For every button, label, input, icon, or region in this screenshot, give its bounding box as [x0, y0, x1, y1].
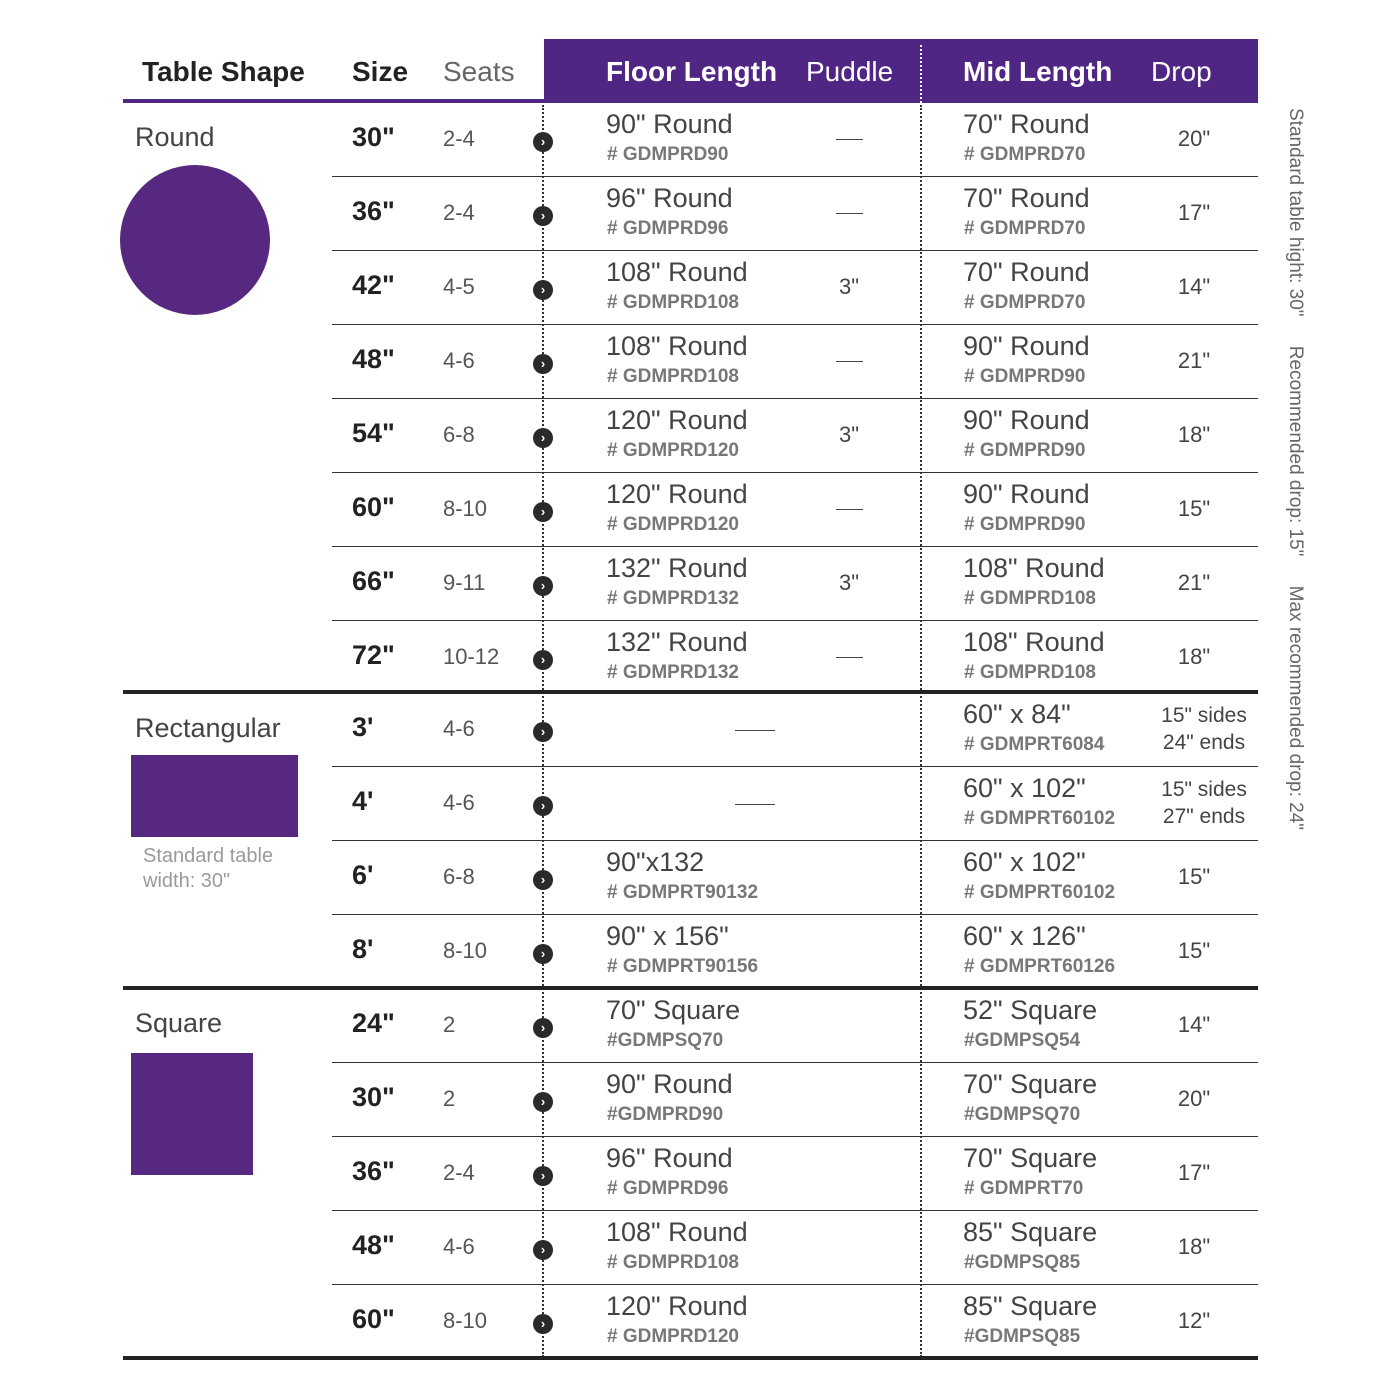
row-divider	[332, 840, 1258, 841]
row-divider	[332, 250, 1258, 251]
mid-length-code: # GDMPRD70	[964, 292, 1086, 313]
row-size: 4'	[352, 786, 374, 816]
floor-length-size: 90"x132	[606, 847, 705, 877]
row-arrow-icon[interactable]: ›	[533, 870, 553, 890]
floor-length-code: #GDMPRD90	[607, 1104, 724, 1125]
mid-length-code: #GDMPSQ70	[964, 1104, 1081, 1125]
row-arrow-icon[interactable]: ›	[533, 722, 553, 742]
mid-length-code: # GDMPRT60126	[964, 956, 1116, 977]
rectangular-note	[143, 844, 273, 894]
header-drop: Drop	[1151, 56, 1212, 87]
puddle-value: 3"	[838, 570, 860, 595]
row-arrow-icon[interactable]: ›	[533, 206, 553, 226]
mid-length-code: #GDMPSQ85	[964, 1326, 1081, 1347]
mid-length-code: # GDMPRT60102	[964, 808, 1116, 829]
puddle-none	[836, 361, 863, 362]
floor-length-code: # GDMPRD132	[607, 588, 739, 609]
row-divider	[332, 1284, 1258, 1285]
row-divider	[332, 546, 1258, 547]
drop-value: 21"	[1177, 570, 1211, 595]
mid-length-code: # GDMPRD70	[964, 218, 1086, 239]
row-arrow-icon[interactable]: ›	[533, 1092, 553, 1112]
mid-length-size: 85" Square	[963, 1217, 1098, 1247]
mid-length-code: # GDMPRD90	[964, 440, 1086, 461]
mid-length-size: 108" Round	[963, 627, 1105, 657]
drop-value: 15"	[1177, 496, 1211, 521]
floor-length-none	[735, 804, 775, 805]
mid-length-size: 60" x 84"	[963, 699, 1071, 729]
row-arrow-icon[interactable]: ›	[533, 1166, 553, 1186]
mid-length-code: # GDMPRD108	[964, 588, 1096, 609]
row-arrow-icon[interactable]: ›	[533, 280, 553, 300]
row-seats: 4-6	[443, 716, 475, 741]
drop-value: 15"	[1177, 864, 1211, 889]
floor-length-code: # GDMPRD108	[607, 292, 739, 313]
mid-length-size: 70" Round	[963, 109, 1090, 139]
row-arrow-icon[interactable]: ›	[533, 576, 553, 596]
floor-length-size: 96" Round	[606, 1143, 733, 1173]
row-seats: 6-8	[443, 422, 475, 447]
row-size: 48"	[352, 1230, 395, 1260]
row-divider	[332, 914, 1258, 915]
row-divider	[332, 1062, 1258, 1063]
drop-value: 15" sides	[1161, 778, 1247, 801]
row-seats: 4-6	[443, 790, 475, 815]
section-divider	[123, 1356, 1258, 1360]
row-size: 48"	[352, 344, 395, 374]
floor-length-size: 120" Round	[606, 405, 748, 435]
puddle-value: 3"	[838, 422, 860, 447]
drop-value: 17"	[1177, 1160, 1211, 1185]
row-divider	[332, 472, 1258, 473]
header-floor-length: Floor Length	[606, 56, 778, 87]
floor-length-code: # GDMPRD90	[607, 144, 729, 165]
floor-length-code: # GDMPRD96	[607, 1178, 729, 1199]
mid-length-code: # GDMPRD90	[964, 366, 1086, 387]
row-arrow-icon[interactable]: ›	[533, 1018, 553, 1038]
drop-value: 18"	[1177, 422, 1211, 447]
shape-label-rectangular: Rectangular	[135, 713, 281, 743]
puddle-none	[836, 139, 863, 140]
rectangular-note-line2: width: 30"	[143, 870, 231, 892]
drop-value: 14"	[1177, 274, 1211, 299]
row-size: 72"	[352, 640, 395, 670]
row-size: 36"	[352, 196, 395, 226]
puddle-none	[836, 657, 863, 658]
row-size: 6'	[352, 860, 374, 890]
floor-length-size: 90" Round	[606, 109, 733, 139]
row-divider	[332, 1136, 1258, 1137]
row-seats: 2-4	[443, 1160, 475, 1185]
floor-length-size: 108" Round	[606, 331, 748, 361]
drop-value: 18"	[1177, 1234, 1211, 1259]
row-seats: 2-4	[443, 126, 475, 151]
mid-length-code: #GDMPSQ85	[964, 1252, 1081, 1273]
drop-value-2: 27" ends	[1162, 805, 1246, 828]
drop-value: 17"	[1177, 200, 1211, 225]
column-divider-right	[920, 105, 922, 1357]
floor-length-size: 108" Round	[606, 257, 748, 287]
row-divider	[332, 766, 1258, 767]
floor-length-code: # GDMPRT90156	[607, 956, 759, 977]
floor-length-code: #GDMPSQ70	[607, 1030, 724, 1051]
row-arrow-icon[interactable]: ›	[533, 1314, 553, 1334]
mid-length-size: 60" x 102"	[963, 773, 1086, 803]
floor-length-code: # GDMPRD120	[607, 1326, 739, 1347]
row-arrow-icon[interactable]: ›	[533, 502, 553, 522]
row-arrow-icon[interactable]: ›	[533, 944, 553, 964]
mid-length-size: 108" Round	[963, 553, 1105, 583]
rectangular-note-line1: Standard table	[143, 845, 274, 867]
row-seats: 9-11	[443, 570, 486, 595]
row-seats: 8-10	[443, 496, 488, 521]
header-size: Size	[352, 56, 409, 87]
puddle-none	[836, 509, 863, 510]
mid-length-size: 70" Round	[963, 183, 1090, 213]
section-divider	[123, 986, 1258, 990]
mid-length-code: # GDMPRD70	[964, 144, 1086, 165]
mid-length-code: # GDMPRT6084	[964, 734, 1105, 755]
mid-length-code: #GDMPSQ54	[964, 1030, 1081, 1051]
drop-value: 21"	[1177, 348, 1211, 373]
puddle-value: 3"	[838, 274, 860, 299]
row-seats: 6-8	[443, 864, 475, 889]
floor-length-code: # GDMPRD120	[607, 440, 739, 461]
mid-length-size: 90" Round	[963, 479, 1090, 509]
rectangle-shape-icon	[131, 755, 298, 837]
row-arrow-icon[interactable]: ›	[533, 650, 553, 670]
mid-length-size: 52" Square	[963, 995, 1098, 1025]
drop-value: 18"	[1177, 644, 1211, 669]
row-size: 24"	[352, 1008, 395, 1038]
floor-length-size: 90" Round	[606, 1069, 733, 1099]
drop-value: 12"	[1177, 1308, 1211, 1333]
section-divider	[123, 690, 1258, 694]
row-arrow-icon[interactable]: ›	[533, 796, 553, 816]
floor-length-size: 132" Round	[606, 627, 748, 657]
header-puddle: Puddle	[806, 56, 894, 87]
row-arrow-icon[interactable]: ›	[533, 1240, 553, 1260]
drop-value: 15"	[1177, 938, 1211, 963]
row-seats: 8-10	[443, 1308, 488, 1333]
row-divider	[332, 324, 1258, 325]
row-size: 30"	[352, 122, 395, 152]
mid-length-size: 70" Square	[963, 1069, 1098, 1099]
header-mid-length: Mid Length	[963, 56, 1113, 87]
drop-value: 14"	[1177, 1012, 1211, 1037]
row-size: 3'	[352, 712, 374, 742]
round-shape-icon	[120, 165, 270, 315]
floor-length-size: 70" Square	[606, 995, 741, 1025]
mid-length-code: # GDMPRT70	[964, 1178, 1084, 1199]
mid-length-size: 90" Round	[963, 331, 1090, 361]
floor-length-size: 90" x 156"	[606, 921, 729, 951]
row-seats: 4-6	[443, 348, 475, 373]
row-arrow-icon[interactable]: ›	[533, 354, 553, 374]
row-seats: 4-6	[443, 1234, 475, 1259]
row-seats: 8-10	[443, 938, 488, 963]
header-table-shape: Table Shape	[142, 56, 305, 87]
mid-length-size: 70" Square	[963, 1143, 1098, 1173]
row-size: 8'	[352, 934, 374, 964]
row-size: 60"	[352, 1304, 395, 1334]
floor-length-code: # GDMPRD132	[607, 662, 739, 683]
row-size: 66"	[352, 566, 395, 596]
header-divider	[920, 45, 922, 103]
row-divider	[332, 398, 1258, 399]
side-note-recommended: Recommended drop: 15"	[1285, 345, 1306, 557]
row-size: 36"	[352, 1156, 395, 1186]
shape-label-round: Round	[135, 122, 215, 152]
floor-length-code: # GDMPRD96	[607, 218, 729, 239]
side-note-height: Standard table hight: 30"	[1285, 108, 1306, 317]
mid-length-size: 70" Round	[963, 257, 1090, 287]
drop-value-2: 24" ends	[1162, 731, 1246, 754]
row-arrow-icon[interactable]: ›	[533, 132, 553, 152]
drop-value: 20"	[1177, 126, 1211, 151]
floor-length-size: 120" Round	[606, 479, 748, 509]
row-divider	[332, 620, 1258, 621]
mid-length-code: # GDMPRT60102	[964, 882, 1116, 903]
mid-length-code: # GDMPRD108	[964, 662, 1096, 683]
row-size: 54"	[352, 418, 395, 448]
floor-length-code: # GDMPRD120	[607, 514, 739, 535]
mid-length-size: 60" x 102"	[963, 847, 1086, 877]
header-seats: Seats	[443, 56, 515, 87]
side-note-max: Max recommended drop: 24"	[1285, 585, 1306, 831]
floor-length-none	[735, 730, 775, 731]
row-arrow-icon[interactable]: ›	[533, 428, 553, 448]
row-seats: 4-5	[443, 274, 475, 299]
floor-length-code: # GDMPRT90132	[607, 882, 759, 903]
floor-length-size: 96" Round	[606, 183, 733, 213]
mid-length-size: 85" Square	[963, 1291, 1098, 1321]
row-divider	[332, 176, 1258, 177]
puddle-none	[836, 213, 863, 214]
row-size: 60"	[352, 492, 395, 522]
floor-length-size: 132" Round	[606, 553, 748, 583]
floor-length-code: # GDMPRD108	[607, 366, 739, 387]
row-size: 42"	[352, 270, 395, 300]
square-shape-icon	[131, 1053, 253, 1175]
mid-length-size: 60" x 126"	[963, 921, 1086, 951]
row-seats: 2	[443, 1086, 456, 1111]
floor-length-size: 120" Round	[606, 1291, 748, 1321]
drop-value: 15" sides	[1161, 704, 1247, 727]
mid-length-size: 90" Round	[963, 405, 1090, 435]
side-note	[1284, 108, 1306, 854]
row-size: 30"	[352, 1082, 395, 1112]
mid-length-code: # GDMPRD90	[964, 514, 1086, 535]
floor-length-size: 108" Round	[606, 1217, 748, 1247]
row-seats: 10-12	[443, 644, 500, 669]
shape-label-square: Square	[135, 1008, 223, 1038]
drop-value: 20"	[1177, 1086, 1211, 1111]
row-seats: 2	[443, 1012, 456, 1037]
header-underline	[123, 99, 544, 103]
floor-length-code: # GDMPRD108	[607, 1252, 739, 1273]
row-seats: 2-4	[443, 200, 475, 225]
row-divider	[332, 1210, 1258, 1211]
